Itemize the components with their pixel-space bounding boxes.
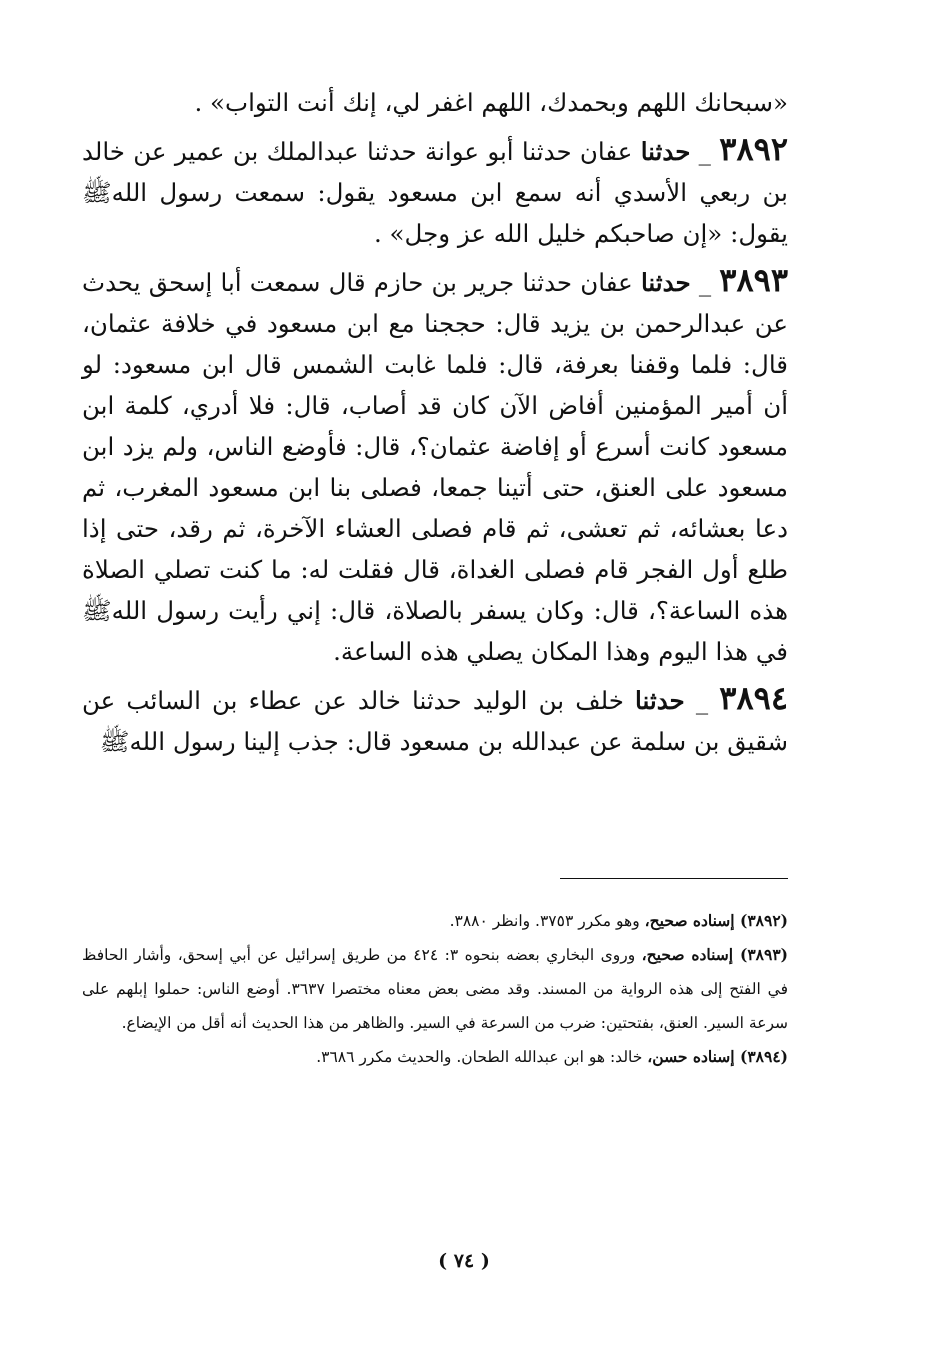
hadith-3892 [82,129,788,254]
hadith-number: ٣٨٩٤ [719,679,789,717]
haddathana-word: حدثنا [635,686,685,715]
hadith-number: ٣٨٩٣ [719,261,789,299]
footnotes [82,904,788,1074]
hadith-dash: _ [690,137,720,166]
page-number: ( ٧٤ ) [438,1250,490,1272]
footnote-text: وهو مكرر ٣٧٥٣. وانظر ٣٨٨٠. [449,912,645,930]
haddathana-word: حدثنا [640,268,691,297]
footnote-text: خالد: هو ابن عبدالله الطحان. والحديث مكرر ٣٦٨٦. [316,1048,648,1066]
hadith-3893 [82,260,788,672]
footnote-head: (٣٨٩٤) إسناده حسن، [647,1047,788,1066]
page-body [82,82,789,1066]
footnote-divider [560,878,788,879]
hadith-dash: _ [684,686,720,715]
intro-text: «سبحانك اللهم وبحمدك، اللهم اغفر لي، إنك أنت التواب» . [194,88,788,117]
footnote-3893 [82,938,788,1040]
haddathana-word: حدثنا [640,137,691,166]
intro-line [82,82,788,123]
footnote-head: (٣٨٩٣) إسناده صحيح، [641,945,788,964]
footnote-head: (٣٨٩٢) إسناده صحيح، [644,911,788,930]
main-text [82,82,788,762]
hadith-dash: _ [690,268,720,297]
footnote-3892 [82,904,788,938]
hadith-number: ٣٨٩٢ [719,130,788,168]
hadith-text: عفان حدثنا أبو عوانة حدثنا عبدالملك بن عمير عن خالد بن ربعي الأسدي أنه سمع ابن مسعود يقول: سمعت رسول اللهﷺ يقول: «إن صاحبكم خليل الله عز وجل» . [82,137,788,248]
hadith-text: خلف بن الوليد حدثنا خالد عن عطاء بن السائب عن شقيق بن سلمة عن عبدالله بن مسعود قال: جذب إلينا رسول اللهﷺ [82,686,788,756]
footnote-3894 [82,1040,788,1074]
hadith-3894 [82,678,788,762]
footnote-text: وروى البخاري بعضه بنحوه ٣: ٤٢٤ من طريق إسرائيل عن أبي إسحق، وأشار الحافظ في الفتح إلى هذه الرواية من المسند. وقد مضى بعض معناه مختصرا ٣٦٣٧. أوضع الناس: حملوا إبلهم على سرعة السير. العنق، بفتحتين: ضرب من السرعة في السير. والظاهر من هذا الحديث أنه أقل من الإيضاع. [82,946,788,1032]
hadith-text: عفان حدثنا جرير بن حازم قال سمعت أبا إسحق يحدث عن عبدالرحمن بن يزيد قال: حججنا مع ابن مسعود في خلافة عثمان، قال: فلما وقفنا بعرفة، قال: فلما غابت الشمس قال ابن مسعود: لو أن أمير المؤمنين أفاض الآن كان قد أصاب، قال: فلا أدري، كلمة ابن مسعود كانت أسرع أو إفاضة عثمان؟، قال: فأوضع الناس، ولم يزد ابن مسعود على العنق، حتى أتينا جمعا، فصلى بنا ابن مسعود المغرب، ثم دعا بعشائه، ثم تعشى، ثم قام فصلى العشاء الآخرة، ثم رقد، حتى إذا طلع أول الفجر قام فصلى الغداة، قال فقلت له: ما كنت تصلي الصلاة هذه الساعة؟، قال: وكان يسفر بالصلاة، قال: إني رأيت رسول اللهﷺ في هذا اليوم وهذا المكان يصلي هذه الساعة. [82,268,788,666]
